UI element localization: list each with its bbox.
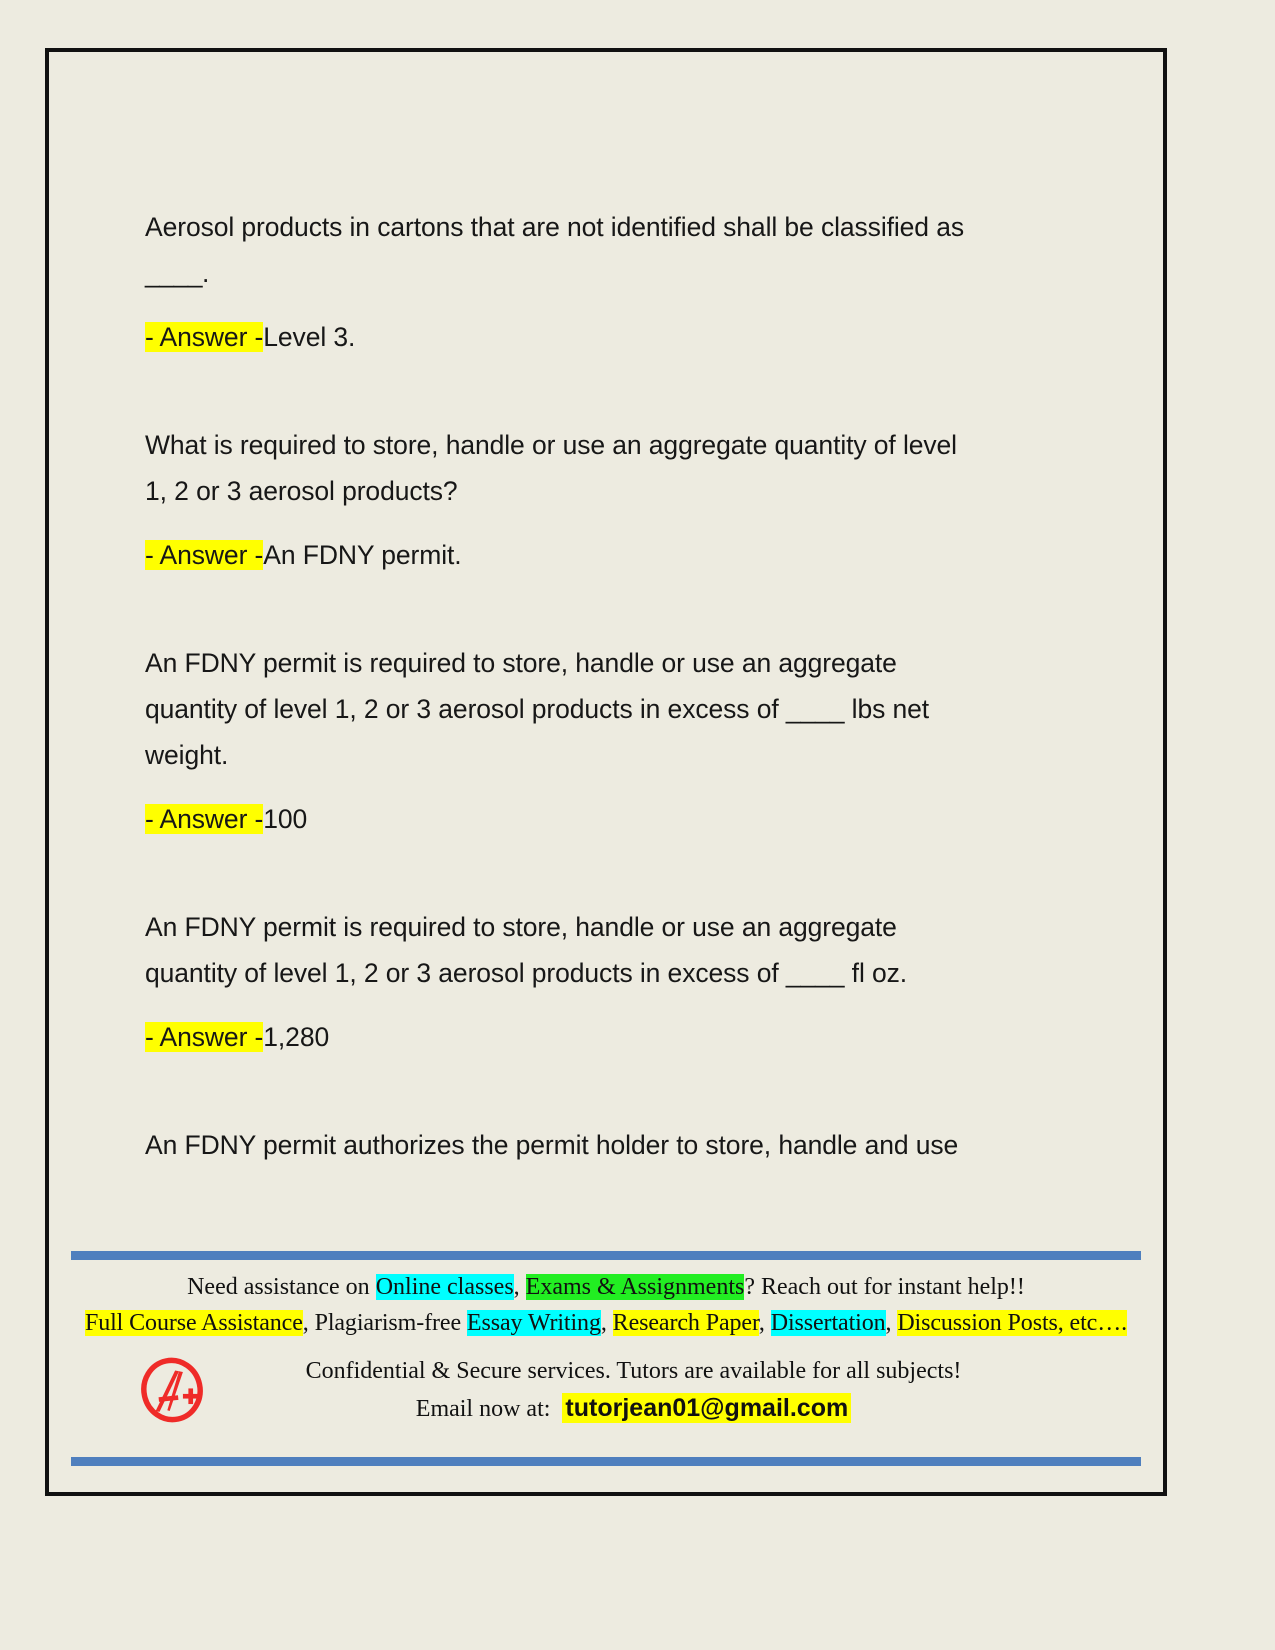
footer-contact-area (49, 1341, 1163, 1429)
a-plus-grade-icon (133, 1351, 211, 1429)
contact-info (294, 1353, 1163, 1428)
promo-separator: , (885, 1310, 898, 1336)
promo-tag-research-paper: Research Paper (612, 1310, 759, 1336)
page-footer (49, 1251, 1163, 1492)
promo-text (49, 1260, 1163, 1341)
qa-block (145, 204, 1065, 360)
question-line: 1, 2 or 3 aerosol products? (145, 476, 458, 506)
question-line: Aerosol products in cartons that are not identified shall be classified as (145, 212, 964, 242)
answer-value: 100 (263, 804, 308, 834)
question-line: An FDNY permit is required to store, handle or use an aggregate (145, 912, 897, 942)
question-text (145, 904, 1065, 996)
answer-value: 1,280 (263, 1022, 330, 1052)
promo-tag-exams-assignments: Exams & Assignments (525, 1274, 745, 1300)
promo-separator: , (758, 1310, 771, 1336)
question-line: quantity of level 1, 2 or 3 aerosol products in excess of ____ fl oz. (145, 958, 908, 988)
answer-value: Level 3. (263, 322, 356, 352)
promo-tag-dissertation: Dissertation (770, 1310, 886, 1336)
email-address[interactable]: tutorjean01@gmail.com (562, 1393, 851, 1423)
qa-block (145, 1122, 1065, 1168)
email-label: Email now at: (415, 1395, 551, 1422)
qa-block (145, 640, 1065, 842)
question-line: An FDNY permit is required to store, handle or use an aggregate (145, 648, 897, 678)
question-line: ____. (145, 258, 209, 288)
promo-tag-full-course: Full Course Assistance (84, 1310, 303, 1336)
qa-block (145, 422, 1065, 578)
question-line: What is required to store, handle or use an aggregate quantity of level (145, 430, 957, 460)
footer-top-divider (71, 1251, 1141, 1260)
answer-label: - Answer - (145, 322, 264, 352)
question-answer-content (145, 204, 1065, 1186)
question-line: quantity of level 1, 2 or 3 aerosol products in excess of ____ lbs net (145, 694, 930, 724)
question-line: An FDNY permit authorizes the permit holder to store, handle and use (145, 1130, 959, 1160)
promo-tag-discussion-posts: Discussion Posts, etc…. (897, 1310, 1128, 1336)
promo-separator: , Plagiarism-free (302, 1310, 467, 1336)
answer-text (145, 1014, 1065, 1060)
promo-suffix: ? Reach out for instant help!! (744, 1274, 1025, 1300)
promo-prefix: Need assistance on (187, 1274, 376, 1300)
promo-separator: , (513, 1274, 526, 1300)
question-text (145, 422, 1065, 514)
promo-tag-online-classes: Online classes (375, 1274, 514, 1300)
promo-separator: , (600, 1310, 613, 1336)
logo-container (49, 1351, 294, 1429)
question-text (145, 640, 1065, 778)
answer-text (145, 532, 1065, 578)
qa-block (145, 904, 1065, 1060)
answer-text (145, 796, 1065, 842)
answer-label: - Answer - (145, 1022, 264, 1052)
answer-value: An FDNY permit. (263, 540, 462, 570)
question-line: weight. (145, 740, 229, 770)
question-text (145, 204, 1065, 296)
email-line (294, 1390, 973, 1428)
footer-bottom-divider (71, 1457, 1141, 1466)
answer-label: - Answer - (145, 540, 264, 570)
confidential-notice: Confidential & Secure services. Tutors are available for all subjects! (305, 1357, 962, 1384)
answer-label: - Answer - (145, 804, 264, 834)
document-page-frame (45, 48, 1167, 1496)
promo-tag-essay-writing: Essay Writing (466, 1310, 601, 1336)
question-text (145, 1122, 1065, 1168)
promo-line-1 (63, 1269, 1149, 1305)
promo-line-2 (63, 1305, 1149, 1341)
answer-text (145, 314, 1065, 360)
